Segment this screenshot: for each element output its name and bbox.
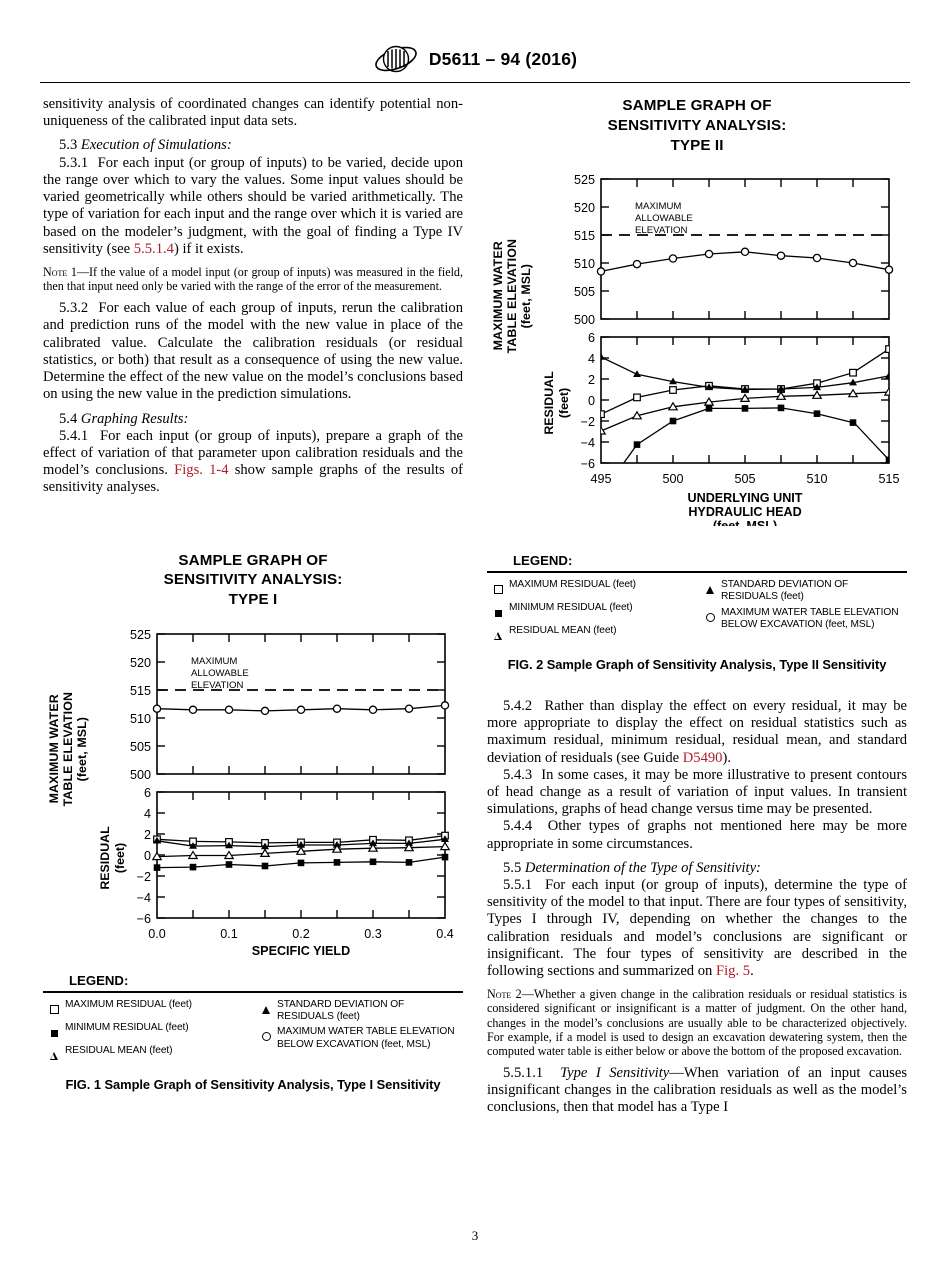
legend-item-std-dev: STANDARD DEVIATION OF RESIDUALS (feet)	[699, 579, 907, 604]
f2-upper-panel	[574, 173, 893, 327]
figure-1-legend	[43, 973, 463, 1068]
f1-lower-panel	[137, 786, 454, 941]
heading-5-5: 5.5 Determination of the Type of Sensitivity:	[503, 859, 761, 876]
svg-text:515: 515	[573, 229, 595, 244]
header-divider	[40, 82, 910, 83]
cross-reference-fig-5[interactable]: Fig. 5	[716, 963, 751, 980]
filled-square-icon	[487, 602, 509, 622]
paragraph-5-4-1: 5.4.1 For each input (or group of inputs), prepare a graph of the effect of variation of that parameter upon calibration residuals and the model’s conclusions. Figs. 1-4 show sample graphs of the results of sensitivity analyses.	[43, 427, 463, 496]
legend-divider	[43, 991, 463, 993]
svg-text:505: 505	[129, 739, 151, 754]
svg-text:510: 510	[129, 711, 151, 726]
svg-text:0.1: 0.1	[220, 926, 238, 941]
figure-2-title: SAMPLE GRAPH OF SENSITIVITY ANALYSIS: TYPE II	[607, 97, 787, 154]
svg-text:525: 525	[573, 173, 595, 188]
standard-designation: D5611 – 94 (2016)	[428, 48, 578, 69]
svg-text:4: 4	[587, 352, 595, 367]
page-number: 3	[471, 1228, 479, 1243]
legend-item-std-dev: STANDARD DEVIATION OF RESIDUALS (feet)	[255, 999, 463, 1024]
filled-triangle-icon	[699, 579, 721, 599]
paragraph-continued: sensitivity analysis of coordinated changes can identify potential non-uniqueness of the calibrated input data sets.	[43, 96, 463, 130]
open-triangle-icon	[43, 1045, 65, 1065]
svg-text:2: 2	[587, 373, 595, 388]
open-triangle-icon	[487, 625, 509, 645]
svg-text:495: 495	[590, 472, 612, 487]
legend-item-residual-mean: RESIDUAL MEAN (feet)	[43, 1045, 251, 1065]
svg-text:ALLOWABLE: ALLOWABLE	[635, 213, 693, 225]
heading-5-3: 5.3 Execution of Simulations:	[59, 137, 232, 154]
svg-text:HYDRAULIC HEAD: HYDRAULIC HEAD	[688, 505, 802, 520]
figure-2-lower-y-axis-title	[542, 371, 571, 435]
svg-text:4: 4	[143, 806, 151, 821]
svg-text:0.2: 0.2	[292, 926, 310, 941]
legend-title: LEGEND:	[69, 972, 129, 988]
svg-text:6: 6	[587, 331, 595, 346]
svg-text:−6: −6	[580, 457, 595, 472]
figure-2-upper-y-axis-title: MAXIMUM WATER TABLE ELEVATION (feet, MSL)	[491, 239, 533, 354]
open-square-icon	[487, 579, 509, 599]
svg-text:0: 0	[587, 394, 595, 409]
figure-1-svg	[95, 626, 463, 956]
legend-item-max-water-table: MAXIMUM WATER TABLE ELEVATION BELOW EXCAVATION (feet, MSL)	[699, 607, 907, 632]
paragraph-5-4-3: 5.4.3 In some cases, it may be more illustrative to present contours of head change as a result of variation of input values. In transient simulations, graphs of head change versus time may be presented.	[487, 766, 907, 818]
svg-text:−4: −4	[136, 890, 151, 905]
svg-text:0.4: 0.4	[436, 926, 454, 941]
svg-text:505: 505	[734, 472, 756, 487]
open-circle-icon	[699, 607, 721, 627]
svg-text:ALLOWABLE: ALLOWABLE	[191, 667, 249, 679]
svg-text:515: 515	[878, 472, 900, 487]
svg-text:500: 500	[129, 767, 151, 782]
svg-text:ELEVATION: ELEVATION	[191, 679, 244, 691]
svg-text:−2: −2	[136, 869, 151, 884]
paragraph-5-3-1: 5.3.1 For each input (or group of inputs) to be varied, decide upon the range over which to vary the values. Some input values should be varied geometrically while others should be varied arithmetically. The type of variation for each input and the range over which it is varied are based on the modeler’s judgment, with the goal of finding a Type IV sensitivity (see 5.5.1.4) if it exists.	[43, 154, 463, 257]
figure-1-chart	[43, 626, 463, 961]
right-column-text	[487, 698, 907, 1117]
figure-2-chart	[487, 171, 907, 531]
figure-2-legend	[487, 553, 907, 648]
filled-triangle-icon	[255, 999, 277, 1019]
svg-text:500: 500	[573, 313, 595, 328]
svg-text:0.0: 0.0	[148, 926, 166, 941]
svg-text:520: 520	[129, 655, 151, 670]
legend-title: LEGEND:	[513, 553, 573, 569]
svg-text:RESIDUAL: RESIDUAL	[98, 826, 112, 890]
figure-2-x-axis-title	[688, 491, 803, 526]
open-square-icon	[43, 999, 65, 1019]
cross-reference-5514[interactable]: 5.5.1.4	[133, 240, 174, 257]
svg-text:0: 0	[143, 848, 151, 863]
svg-text:(feet): (feet)	[113, 842, 127, 874]
paragraph-5-5-1-1: 5.5.1.1 Type I Sensitivity—When variation of an input causes insignificant changes in the calibration residuals as well as the model’s conclusions, then that model has a Type I	[487, 1065, 908, 1116]
paragraph-5-4-4: 5.4.4 Other types of graphs not mentioned here may be more appropriate in some circumstances.	[487, 818, 908, 852]
filled-square-icon	[43, 1022, 65, 1042]
paragraph-5-5-1: 5.5.1 For each input (or group of inputs), determine the type of sensitivity of the model to that input. There are four types of sensitivity, Types I through IV, depending on whether the changes to the calibration residuals and model’s conclusions are significant or insignificant. The four types of sensitivity are described in the following sections and summarized on Fig. 5.	[487, 877, 907, 980]
svg-text:UNDERLYING UNIT: UNDERLYING UNIT	[687, 491, 803, 506]
paragraph-5-4-2: 5.4.2 Rather than display the effect on every residual, it may be more appropriate to display the effect on residual statistics such as maximum residual, minimum residual, residual mean, and standard deviation of residuals (see Guide D5490).	[487, 697, 908, 766]
svg-text:520: 520	[573, 201, 595, 216]
svg-text:525: 525	[129, 627, 151, 642]
figure-1-title: SAMPLE GRAPH OF SENSITIVITY ANALYSIS: TYPE I	[163, 551, 343, 609]
figure-1-upper-y-axis-title: MAXIMUM WATER TABLE ELEVATION (feet, MSL)	[47, 692, 89, 807]
svg-text:2: 2	[143, 827, 151, 842]
figure-2-svg	[539, 171, 907, 526]
legend-divider	[487, 571, 907, 573]
svg-text:RESIDUAL: RESIDUAL	[542, 371, 556, 435]
open-circle-icon	[255, 1026, 277, 1046]
svg-text:(feet, MSL): (feet, MSL)	[712, 519, 778, 527]
f2-lower-panel	[581, 331, 900, 495]
svg-text:−4: −4	[580, 436, 595, 451]
legend-item-min-residual: MINIMUM RESIDUAL (feet)	[487, 602, 695, 622]
cross-reference-figs-1-4[interactable]: Figs. 1-4	[174, 462, 229, 479]
paragraph-5-3-2: 5.3.2 For each value of each group of inputs, rerun the calibration and prediction runs of the model with the new value in place of the calibrated value. Calculate the calibration residuals (or residual statistics, or both) that result as a consequence of using the new value. Determine the effect of the new value on the model’s conclusions based on using the new value in the prediction simulations.	[43, 300, 464, 403]
svg-text:510: 510	[573, 257, 595, 272]
legend-item-min-residual: MINIMUM RESIDUAL (feet)	[43, 1022, 251, 1042]
figure-1-x-axis-title: SPECIFIC YIELD	[251, 943, 351, 956]
page-header	[0, 42, 950, 81]
svg-text:ELEVATION: ELEVATION	[635, 225, 688, 237]
legend-item-max-residual: MAXIMUM RESIDUAL (feet)	[43, 999, 251, 1019]
f1-upper-panel	[130, 628, 449, 782]
legend-item-max-water-table: MAXIMUM WATER TABLE ELEVATION BELOW EXCAVATION (feet, MSL)	[255, 1026, 463, 1051]
right-column	[487, 96, 907, 1117]
svg-text:505: 505	[573, 285, 595, 300]
figure-2	[487, 96, 907, 672]
figure-1-caption: FIG. 1 Sample Graph of Sensitivity Analysis, Type I Sensitivity	[65, 1076, 441, 1092]
legend-item-max-residual: MAXIMUM RESIDUAL (feet)	[487, 579, 695, 599]
svg-text:0.3: 0.3	[364, 926, 382, 941]
svg-text:500: 500	[662, 472, 684, 487]
legend-item-residual-mean: RESIDUAL MEAN (feet)	[487, 625, 695, 645]
heading-5-4: 5.4 Graphing Results:	[59, 410, 189, 427]
svg-text:MAXIMUM: MAXIMUM	[635, 201, 682, 213]
figure-2-caption: FIG. 2 Sample Graph of Sensitivity Analysis, Type II Sensitivity	[507, 656, 887, 672]
left-column	[43, 96, 463, 1092]
figure-1	[43, 551, 463, 1092]
svg-text:510: 510	[806, 472, 828, 487]
svg-text:−6: −6	[136, 911, 151, 926]
svg-text:(feet): (feet)	[557, 388, 571, 419]
note-2: Note 2—Whether a given change in the calibration residuals or residual statistics is considered significant or insignificant is a matter of judgment. On the other hand, changes in the model’s conclusions are usually able to be characterized objectively. For example, if a model is used to design an excavation dewatering system, then the computed water table is either below or above the bottom of the proposed excavation.	[487, 987, 907, 1058]
cross-reference-d5490[interactable]: D5490	[682, 749, 723, 766]
astm-logo-icon	[373, 42, 419, 76]
note-1: Note 1—If the value of a model input (or group of inputs) was measured in the field, then that input need only be varied with the range of the error of the measurement.	[43, 264, 463, 294]
figure-1-lower-y-axis-title	[98, 826, 127, 890]
svg-text:MAXIMUM: MAXIMUM	[191, 655, 238, 667]
svg-text:6: 6	[143, 785, 151, 800]
svg-text:−2: −2	[580, 415, 595, 430]
svg-text:515: 515	[129, 683, 151, 698]
